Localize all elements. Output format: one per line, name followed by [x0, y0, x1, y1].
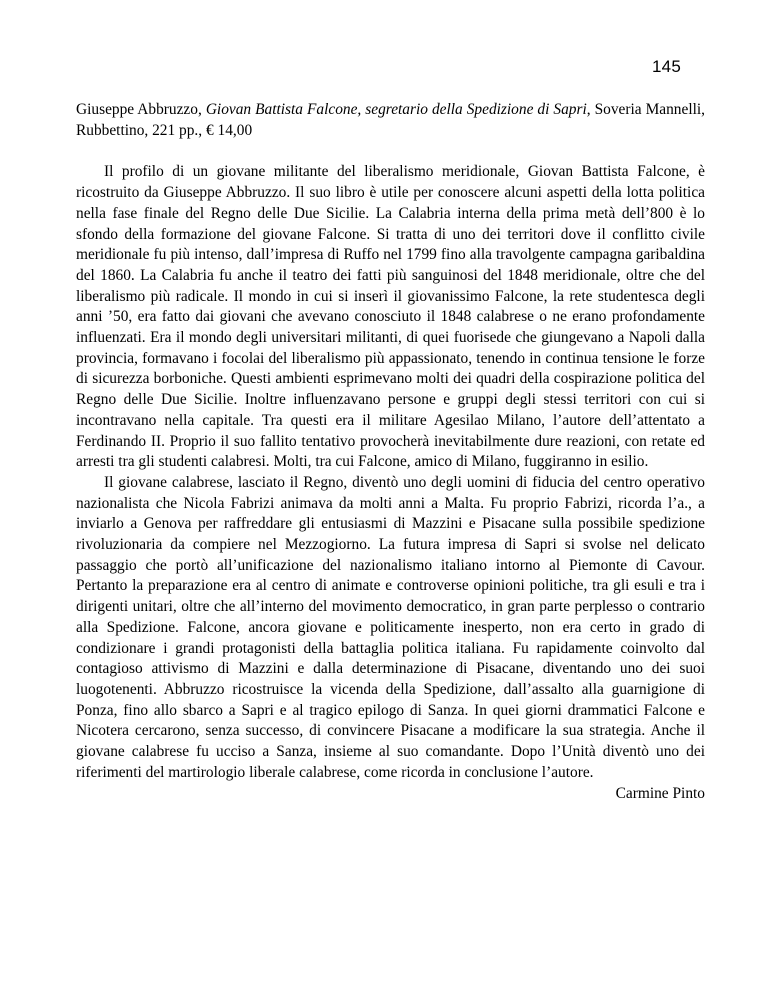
reviewer-signature: Carmine Pinto: [615, 784, 705, 802]
citation-details: , Soveria Mannelli, Rubbettino, 221 pp., € 14,00: [76, 101, 705, 139]
citation-title: Giovan Battista Falcone, segretario della Spedizione di Sapri: [205, 101, 587, 118]
citation-author: Giuseppe Abbruzzo,: [76, 101, 206, 118]
review-paragraph-1: Il profilo di un giovane militante del liberalismo meridionale, Giovan Battista Falcone, è ricostruito da Giuseppe Abbruzzo. Il suo libro è utile per conoscere alcuni aspetti della lotta politica nella fase finale del Regno delle Due Sicilie. La Calabria interna della prima metà dell’800 è lo sfondo della formazione del giovane Falcone. Si tratta di uno dei territori dove il conflitto civile meridionale fu più intenso, dall’impresa di Ruffo nel 1799 fino alla travolgente campagna garibaldina del 1860. La Calabria fu anche il teatro dei fatti più sanguinosi del 1848 meridionale, oltre che del liberalismo più radicale. Il mondo in cui si inserì il giovanissimo Falcone, la rete studentesca degli anni ’50, era fatto dai giovani che avevano conosciuto il 1848 calabrese o ne erano profondamente influenzati. Era il mondo degli universitari militanti, di quei fuorisede che giungevano a Napoli dalla provincia, formavano i focolai del liberalismo più appassionato, tenendo in continua tensione le forze di sicurezza borboniche. Questi ambienti esprimevano molti dei quadri della cospirazione politica del Regno delle Due Sicilie. Inoltre influenzavano persone e gruppi degli stessi territori con cui si incontravano nella capitale. Tra questi era il militare Agesilao Milano, l’autore dell’attentato a Ferdinando II. Proprio il suo fallito tentativo provocherà inevitabilmente dure reazioni, con retate ed arresti tra gli studenti calabresi. Molti, tra cui Falcone, amico di Milano, fuggiranno in esilio.: [76, 163, 705, 471]
page-number: 145: [652, 57, 681, 76]
book-citation: [76, 100, 705, 141]
review-paragraph-2: Il giovane calabrese, lasciato il Regno, diventò uno degli uomini di fiducia del centro operativo nazionalista che Nicola Fabrizi animava da molti anni a Malta. Fu proprio Fabrizi, ricorda l’a., a inviarlo a Genova per raffreddare gli entusiasmi di Mazzini e Pisacane sulla possibile spedizione rivoluzionaria da compiere nel Mezzogiorno. La futura impresa di Sapri si svolse nel delicato passaggio che portò all’unificazione del nazionalismo italiano intorno al Piemonte di Cavour. Pertanto la preparazione era al centro di animate e controverse opinioni politiche, tra gli esuli e tra i dirigenti unitari, oltre che all’interno del movimento democratico, in gran parte perplesso o contrario alla Spedizione. Falcone, ancora giovane e politicamente inesperto, non era certo in grado di condizionare i grandi protagonisti della battaglia politica italiana. Fu rapidamente coinvolto dal contagioso attivismo di Mazzini e dalla determinazione di Pisacane, diventando uno dei suoi luogotenenti. Abbruzzo ricostruisce la vicenda della Spedizione, dall’assalto alla guarnigione di Ponza, fino allo sbarco a Sapri e al tragico epilogo di Sanza. In quei giorni drammatici Falcone e Nicotera cercarono, senza successo, di convincere Pisacane a modificare la sua strategia. Anche il giovane calabrese fu ucciso a Sanza, insieme al suo comandante. Dopo l’Unità diventò uno dei riferimenti del martirologio liberale calabrese, come ricorda in conclusione l’autore.: [76, 473, 705, 781]
review-content: [76, 100, 705, 804]
